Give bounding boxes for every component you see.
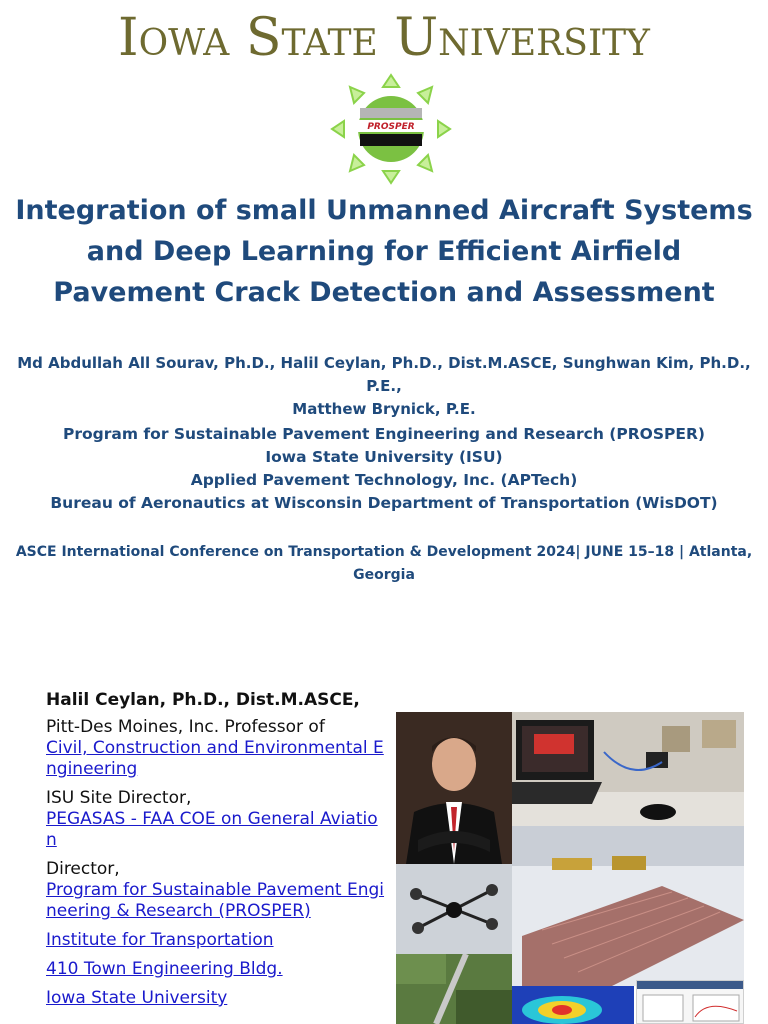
author-list	[10, 352, 758, 421]
link-ccee[interactable]: Civil, Construction and Environmental Engineering	[46, 738, 384, 779]
poster-thumbnail	[636, 980, 744, 1024]
conference-line: ASCE International Conference on Transportation & Development 2024| JUNE 15–18 | Atlanta, Georgia	[15, 544, 753, 583]
link-pegasas[interactable]: PEGASAS - FAA COE on General Aviation	[46, 809, 378, 850]
affiliation-item: Applied Pavement Technology, Inc. (APTech)	[190, 471, 578, 489]
heated-pavement-photo	[512, 826, 744, 986]
prosper-logo	[330, 73, 452, 185]
university-wordmark: Iowa State University	[118, 8, 650, 68]
aerial-field-photo	[396, 954, 512, 1024]
affiliation-list	[10, 423, 758, 515]
presenter-name: Halil Ceylan, Ph.D., Dist.M.ASCE,	[46, 690, 360, 710]
link-intrans[interactable]: Institute for Transportation	[46, 930, 274, 950]
portrait-photo	[396, 712, 512, 864]
lab-equipment-photo	[512, 712, 744, 826]
affiliation-item: Program for Sustainable Pavement Engineering and Research (PROSPER)	[63, 425, 705, 443]
presenter-bio	[46, 690, 386, 1009]
photo-collage	[394, 710, 746, 1024]
presentation-title: Integration of small Unmanned Aircraft Systems and Deep Learning for Efficient Airfield Pavement Crack Detection and Assessment	[15, 195, 753, 308]
affiliation-item: Iowa State University (ISU)	[265, 448, 503, 466]
authors-line-1: Md Abdullah All Sourav, Ph.D., Halil Ceylan, Ph.D., Dist.M.ASCE, Sunghwan Kim, Ph.D., P.E.,	[17, 354, 751, 395]
presenter-role: ISU Site Director,	[46, 788, 192, 808]
presenter-role: Pitt-Des Moines, Inc. Professor of	[46, 717, 325, 737]
logo-text: PROSPER	[367, 122, 415, 132]
link-prosper[interactable]: Program for Sustainable Pavement Engineering & Research (PROSPER)	[46, 880, 385, 921]
drone-photo	[396, 864, 512, 954]
authors-line-2: Matthew Brynick, P.E.	[292, 400, 476, 418]
heatmap-photo	[512, 986, 634, 1024]
presenter-role: Director,	[46, 859, 120, 879]
link-address[interactable]: 410 Town Engineering Bldg.	[46, 959, 283, 979]
affiliation-item: Bureau of Aeronautics at Wisconsin Department of Transportation (WisDOT)	[50, 494, 718, 512]
link-isu[interactable]: Iowa State University	[46, 988, 228, 1008]
